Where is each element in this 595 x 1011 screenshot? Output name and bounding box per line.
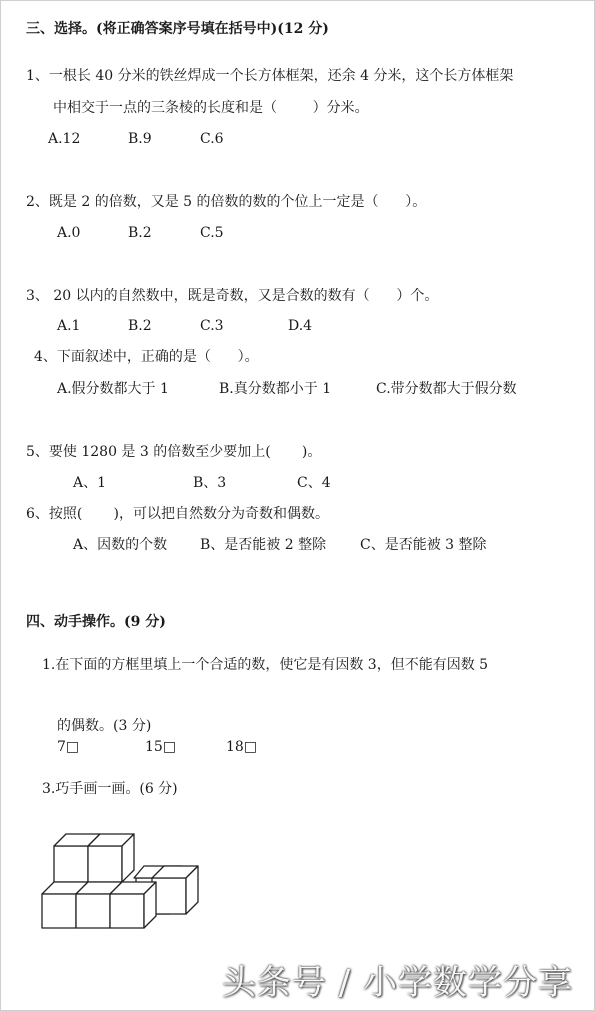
- q4-text: 4、下面叙述中，正确的是（ ）。: [34, 349, 259, 365]
- cube-front-3: [110, 894, 144, 928]
- q6-option-a: A、因数的个数: [73, 537, 168, 553]
- q4-option-b: B.真分数都小于 1: [219, 381, 332, 397]
- s4-q1-text-line2: 的偶数。(3 分): [57, 718, 152, 734]
- q6-option-c: C、是否能被 3 整除: [360, 537, 487, 553]
- s4-q3-text: 3.巧手画一画。(6 分): [42, 781, 178, 797]
- q5-option-b: B、3: [193, 475, 227, 491]
- section3-title: 三、选择。(将正确答案序号填在括号中)(12 分): [26, 21, 329, 37]
- q4-option-c: C.带分数都大于假分数: [376, 381, 517, 397]
- q2-option-b: B.2: [128, 225, 152, 241]
- s4-q1-text-line1: 1.在下面的方框里填上一个合适的数，使它是有因数 3，但不能有因数 5: [42, 657, 489, 673]
- s4-q1-item-2: 15□: [145, 739, 177, 755]
- cube-front-1: [42, 894, 76, 928]
- cube-mid-4-front: [152, 878, 186, 914]
- watermark: 头条号 / 小学数学分享: [221, 963, 573, 1003]
- q4-option-a: A.假分数都大于 1: [57, 381, 169, 397]
- cube-front-2: [76, 894, 110, 928]
- q1-text-line1: 1、一根长 40 分米的铁丝焊成一个长方体框架，还余 4 分米，这个长方体框架: [26, 68, 514, 84]
- q6-option-b: B、是否能被 2 整除: [200, 537, 327, 553]
- q3-option-a: A.1: [57, 318, 81, 334]
- q2-option-c: C.5: [200, 225, 224, 241]
- s4-q1-item-3: 18□: [226, 739, 258, 755]
- q3-option-d: D.4: [288, 318, 313, 334]
- q3-text: 3、 20 以内的自然数中，既是奇数，又是合数的数有（ ）个。: [26, 288, 439, 304]
- q1-option-b: B.9: [128, 131, 152, 147]
- q5-text: 5、要使 1280 是 3 的倍数至少要加上( )。: [26, 444, 322, 460]
- q5-option-c: C、4: [297, 475, 331, 491]
- cube-top-1-front: [54, 846, 88, 882]
- cube-stack-figure: [36, 826, 206, 930]
- q5-option-a: A、1: [73, 475, 107, 491]
- q1-option-c: C.6: [200, 131, 224, 147]
- q6-text: 6、按照( )，可以把自然数分为奇数和偶数。: [26, 506, 329, 522]
- section4-title: 四、动手操作。(9 分): [26, 614, 166, 630]
- q2-option-a: A.0: [57, 225, 81, 241]
- cube-top-2-front: [88, 846, 122, 882]
- q3-option-b: B.2: [128, 318, 152, 334]
- q2-text: 2、既是 2 的倍数，又是 5 的倍数的数的个位上一定是（ ）。: [26, 194, 427, 210]
- s4-q1-item-1: 7□: [57, 739, 80, 755]
- q1-text-line2: 中相交于一点的三条棱的长度和是（ ）分米。: [53, 100, 369, 116]
- q1-option-a: A.12: [48, 131, 81, 147]
- q3-option-c: C.3: [200, 318, 224, 334]
